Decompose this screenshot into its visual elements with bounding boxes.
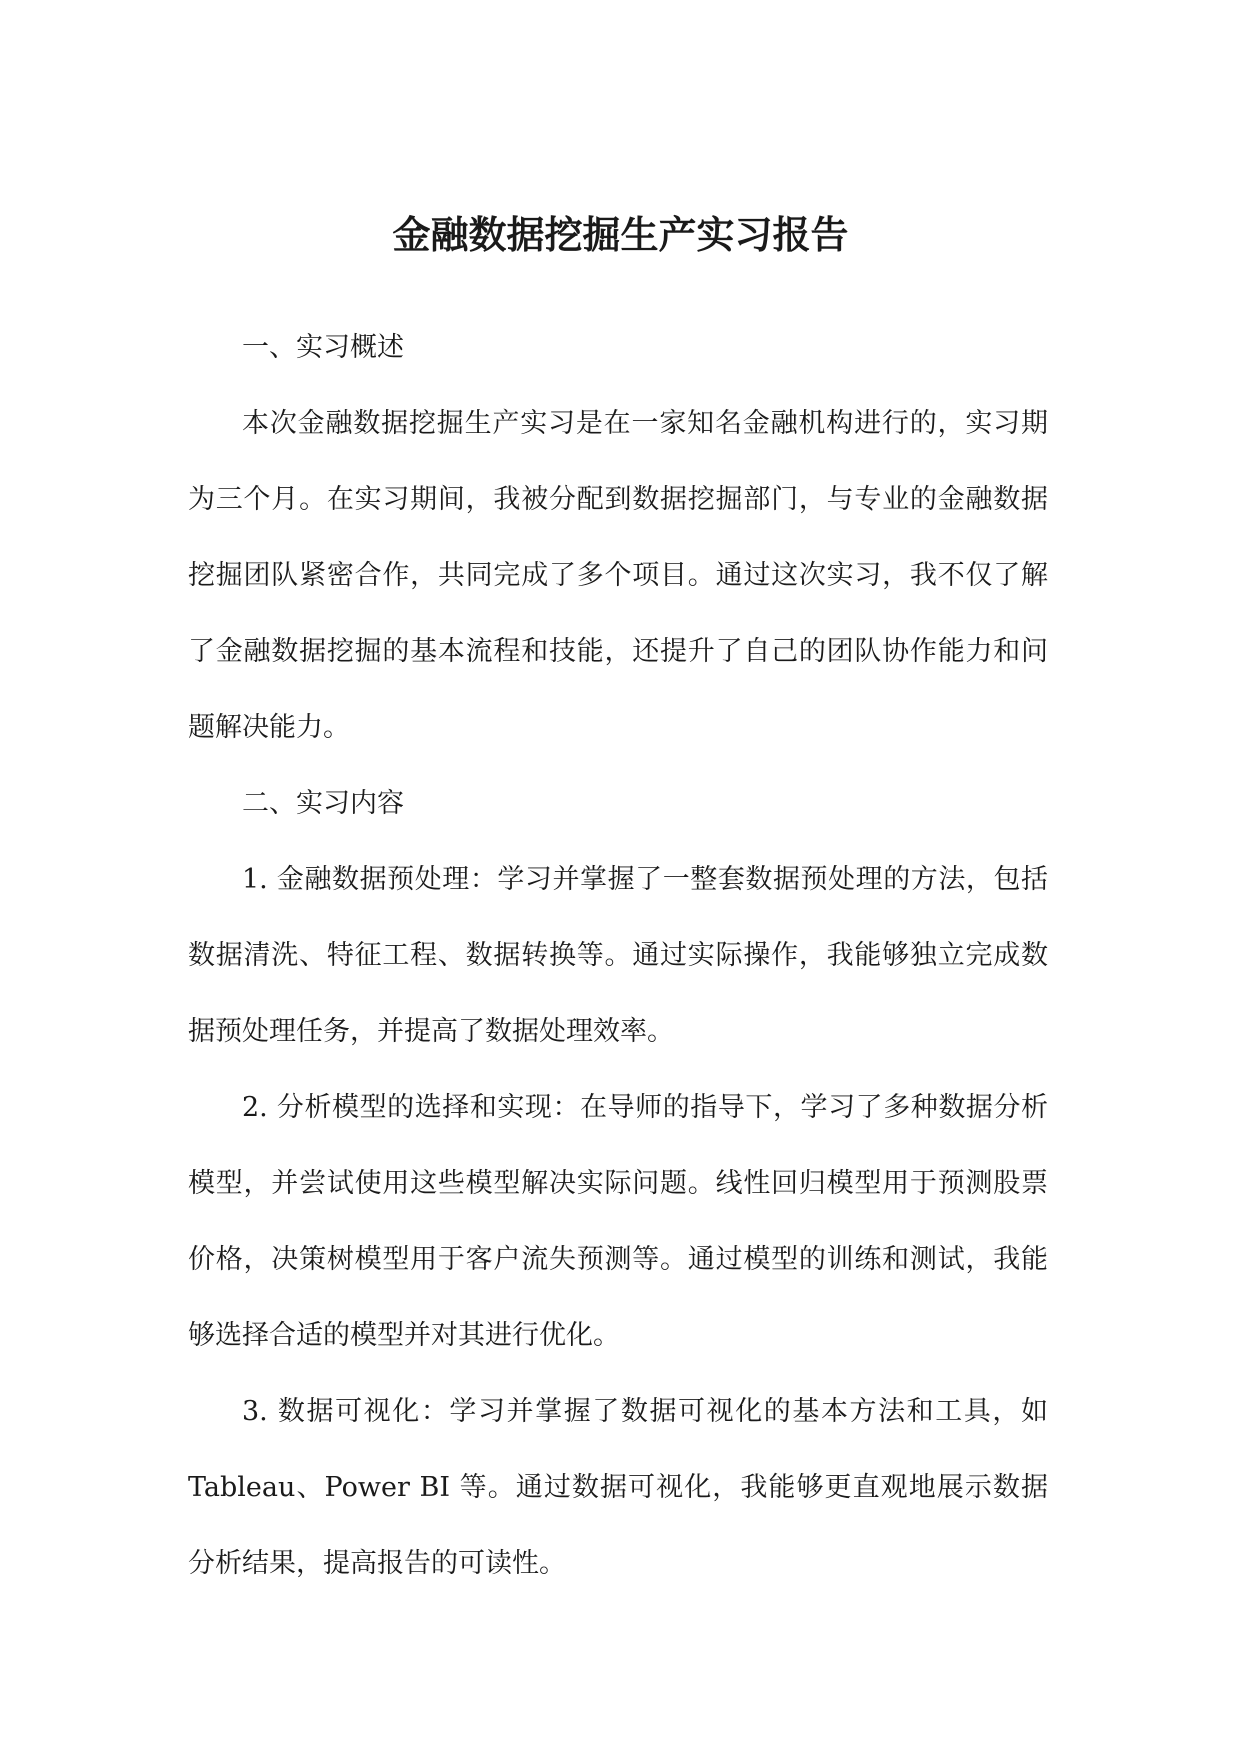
paragraph-overview: 本次金融数据挖掘生产实习是在一家知名金融机构进行的，实习期为三个月。在实习期间，我被分配到数据挖掘部门，与专业的金融数据挖掘团队紧密合作，共同完成了多个项目。通过这次实习，我不仅了解了金融数据挖掘的基本流程和技能，还提升了自己的团队协作能力和问题解决能力。 [188,408,1048,743]
paragraph-item-1: 1. 金融数据预处理：学习并掌握了一整套数据预处理的方法，包括数据清洗、特征工程、数据转换等。通过实际操作，我能够独立完成数据预处理任务，并提高了数据处理效率。 [188,864,1048,1047]
section-heading-content: 二、实习内容 [242,788,404,819]
page-title: 金融数据挖掘生产实习报告 [392,212,849,258]
paragraph-item-3: 3. 数据可视化：学习并掌握了数据可视化的基本方法和工具，如 Tableau、Power BI 等。通过数据可视化，我能够更直观地展示数据分析结果，提高报告的可读性。 [188,1396,1048,1579]
paragraph-item-2: 2. 分析模型的选择和实现：在导师的指导下，学习了多种数据分析模型，并尝试使用这些模型解决实际问题。线性回归模型用于预测股票价格，决策树模型用于客户流失预测等。通过模型的训练和测试，我能够选择合适的模型并对其进行优化。 [188,1092,1048,1351]
section-heading-overview: 一、实习概述 [242,332,404,363]
document-body [188,310,1048,1602]
